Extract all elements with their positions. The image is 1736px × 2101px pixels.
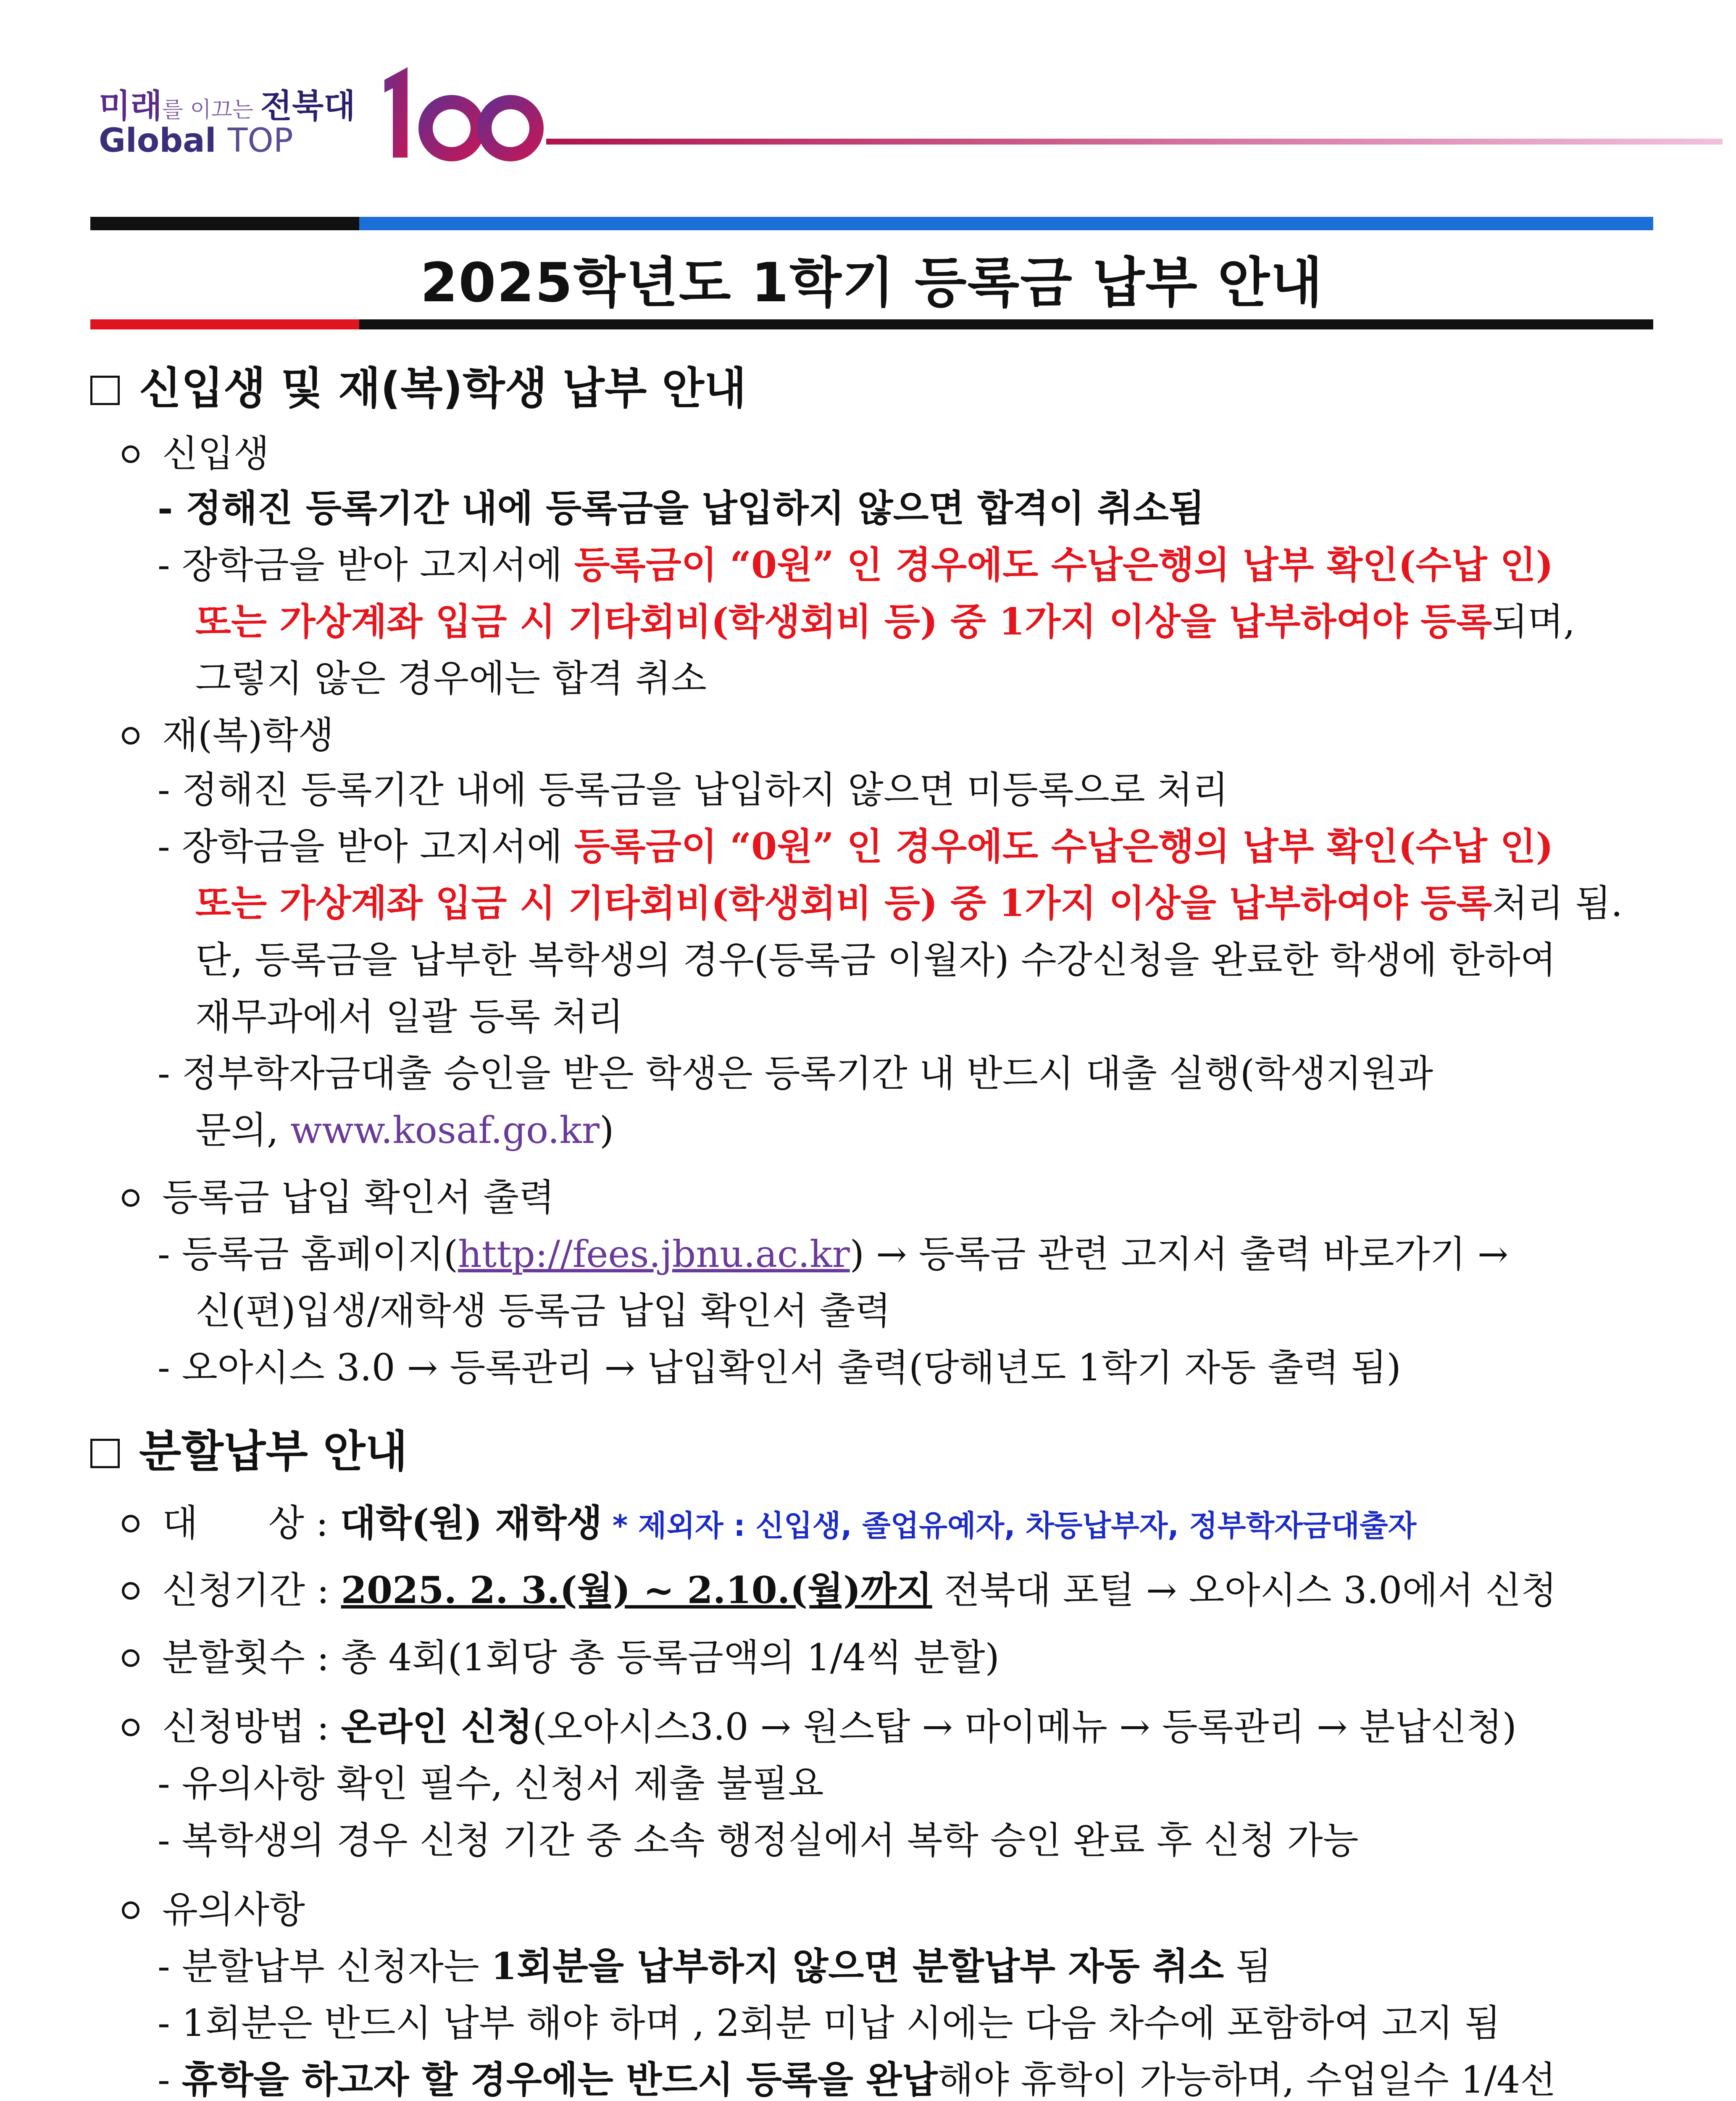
- text-span: -: [158, 2058, 182, 2101]
- returning-item-2-cont3: 재무과에서 일괄 등록 처리: [195, 995, 624, 1038]
- certificate-item-1-cont: 신(편)입생/재학생 등록금 납입 확인서 출력: [195, 1289, 891, 1332]
- title-bar-bottom-red: [90, 319, 359, 329]
- section2-heading: [90, 1416, 408, 1479]
- count-text: 분할횟수 : 총 4회(1회당 총 등록금액의 1/4씩 분할): [162, 1636, 1000, 1679]
- freshmen-label-text: 신입생: [162, 432, 270, 475]
- section1-heading-text: 신입생 및 재(복)학생 납부 안내: [139, 363, 747, 414]
- circle-bullet-icon: [122, 727, 139, 745]
- circle-bullet-icon: [122, 1189, 139, 1207]
- caution-item-2: - 1회분은 반드시 납부 해야 하며 , 2회분 미납 시에는 다음 차수에 포함하여 고지 됨: [158, 2001, 1501, 2045]
- circle-bullet-icon: [122, 1582, 139, 1600]
- caution-label-text: 유의사항: [162, 1888, 305, 1931]
- returning-item-1: - 정해진 등록기간 내에 등록금을 납입하지 않으면 미등록으로 처리: [158, 768, 1228, 811]
- caution-label: [122, 1880, 305, 1933]
- text-span: ): [599, 1108, 614, 1152]
- circle-bullet-icon: [122, 1719, 139, 1736]
- text-span: 문의,: [195, 1108, 290, 1152]
- freshmen-label: [122, 424, 269, 477]
- global-top100-logo: [90, 63, 552, 172]
- returning-item-3: - 정부학자금대출 승인을 받은 학생은 등록기간 내 반드시 대출 실행(학생지원과: [158, 1052, 1434, 1095]
- text-bold: 휴학을 하고자 할 경우에는 반드시 등록을 완납: [181, 2058, 938, 2101]
- freshmen-item-2-cont2: 그렇지 않은 경우에는 합격 취소: [195, 657, 707, 700]
- certificate-item-1: [158, 1225, 1508, 1278]
- caution-item-3: [158, 2051, 1556, 2101]
- period-label: 신청기간 :: [162, 1569, 341, 1612]
- method-row: [122, 1698, 1517, 1751]
- freshmen-item-1: - 정해진 등록기간 내에 등록금을 납입하지 않으면 합격이 취소됨: [158, 486, 1205, 530]
- returning-item-2-cont2: 단, 등록금을 납부한 복학생의 경우(등록금 이월자) 수강신청을 완료한 학생에 한하여: [195, 938, 1556, 982]
- title-bar-top-black: [90, 217, 359, 230]
- method-label: 신청방법 :: [162, 1705, 341, 1748]
- header-gradient-rule: [546, 139, 1723, 145]
- text-span: 됨: [1224, 1945, 1272, 1988]
- circle-bullet-icon: [122, 1901, 139, 1919]
- text-highlight-red: 등록금이 “0원” 인 경우에도 수납은행의 납부 확인(수납 인): [574, 824, 1554, 868]
- freshmen-item-2: [158, 536, 1553, 589]
- method-item-2: - 복학생의 경우 신청 기간 중 소속 행정실에서 복학 승인 완료 후 신청 가능: [158, 1819, 1359, 1862]
- section2-heading-text: 분할납부 안내: [139, 1426, 408, 1477]
- logo-slogan-part: 를 이끄는: [162, 97, 260, 123]
- text-span: 해야 휴학이 가능하며, 수업일수 1/4선: [937, 2058, 1556, 2101]
- text-span: ) → 등록금 관련 고지서 출력 바로가기 →: [850, 1232, 1509, 1276]
- period-rest: 전북대 포털 → 오아시스 3.0에서 신청: [932, 1569, 1557, 1612]
- fees-homepage-link[interactable]: http://fees.jbnu.ac.kr: [458, 1232, 850, 1276]
- text-bold: 1회분을 납부하지 않으면 분할납부 자동 취소: [491, 1944, 1224, 1988]
- logo-slogan-part: 미래: [99, 87, 162, 125]
- circle-bullet-icon: [122, 1515, 139, 1532]
- text-span: 처리 됨.: [1492, 882, 1623, 925]
- text-highlight-red: 또는 가상계좌 입금 시 기타회비(학생회비 등) 중 1가지 이상을 납부하여야 등록: [195, 600, 1492, 643]
- title-bar-bottom-black: [359, 319, 1653, 329]
- logo-slogan-part: 전북대: [260, 87, 355, 125]
- returning-item-2-cont: [195, 874, 1623, 927]
- certificate-item-2: - 오아시스 3.0 → 등록관리 → 납입확인서 출력(당해년도 1학기 자동 출력 됨): [158, 1346, 1401, 1389]
- text-span: - 장학금을 받아 고지서에: [158, 543, 574, 587]
- logo-slogan: [99, 80, 355, 127]
- method-value: 온라인 신청: [341, 1705, 533, 1748]
- section1-heading: [90, 353, 746, 416]
- returning-label: [122, 706, 334, 759]
- target-row: [122, 1494, 1416, 1547]
- target-value: 대학(원) 재학생: [340, 1501, 602, 1545]
- logo-global: Global: [99, 122, 228, 160]
- certificate-label: [122, 1168, 555, 1221]
- text-span: - 등록금 홈페이지(: [158, 1232, 458, 1276]
- circle-bullet-icon: [122, 1649, 139, 1667]
- returning-item-3-cont: [195, 1101, 614, 1154]
- target-label: 대 상 :: [162, 1501, 340, 1545]
- page-title: 2025학년도 1학기 등록금 납부 안내: [420, 252, 1323, 314]
- caution-item-1: [158, 1937, 1271, 1990]
- circle-bullet-icon: [122, 445, 139, 463]
- text-span: 되며,: [1492, 600, 1576, 643]
- text-highlight-red: 또는 가상계좌 입금 시 기타회비(학생회비 등) 중 1가지 이상을 납부하여야 등록: [195, 881, 1492, 925]
- text-highlight-red: 등록금이 “0원” 인 경우에도 수납은행의 납부 확인(수납 인): [574, 543, 1554, 587]
- period-value: 2025. 2. 3.(월) ~ 2.10.(월)까지: [341, 1568, 932, 1612]
- count-row: [122, 1628, 1000, 1681]
- text-span: - 분할납부 신청자는: [158, 1945, 491, 1988]
- method-rest: (오아시스3.0 → 원스탑 → 마이메뉴 → 등록관리 → 분납신청): [532, 1705, 1517, 1748]
- freshmen-item-2-cont: [195, 592, 1575, 645]
- kosaf-link[interactable]: www.kosaf.go.kr: [290, 1108, 600, 1152]
- checkbox-square-icon: [90, 1439, 120, 1468]
- title-bar-top-blue: [359, 217, 1653, 230]
- checkbox-square-icon: [90, 376, 120, 405]
- logo-100-mark: [368, 63, 552, 164]
- logo-top: TOP: [227, 122, 293, 160]
- period-row: [122, 1561, 1557, 1614]
- text-span: - 장학금을 받아 고지서에: [158, 825, 574, 868]
- returning-item-2: [158, 817, 1553, 870]
- certificate-label-text: 등록금 납입 확인서 출력: [162, 1176, 555, 1219]
- target-note: * 제외자 : 신입생, 졸업유예자, 차등납부자, 정부학자금대출자: [602, 1509, 1417, 1543]
- returning-label-text: 재(복)학생: [162, 713, 334, 757]
- logo-global-top: [99, 122, 293, 160]
- method-item-1: - 유의사항 확인 필수, 신청서 제출 불필요: [158, 1762, 824, 1805]
